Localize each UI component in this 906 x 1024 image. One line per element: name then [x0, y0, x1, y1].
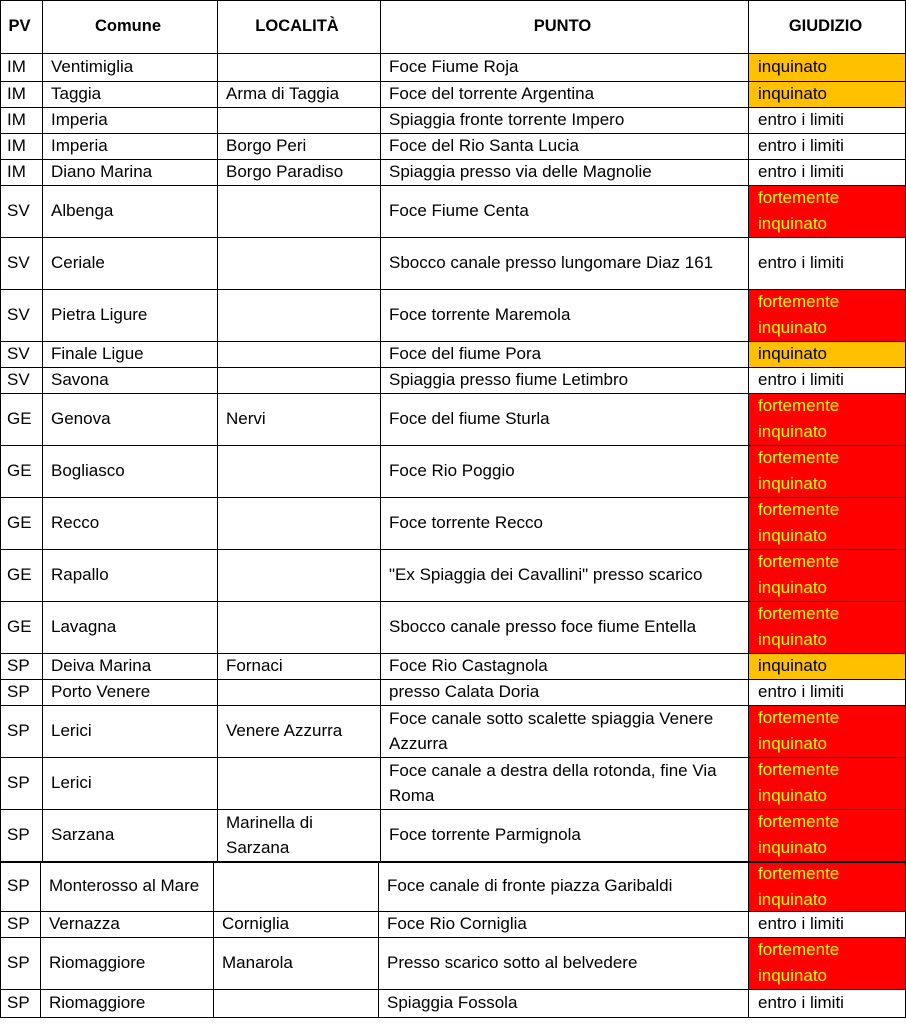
cell-localita: Corniglia	[222, 914, 290, 934]
cell-comune: Porto Venere	[51, 682, 151, 702]
cell-comune: Lerici	[51, 773, 92, 793]
cell-comune: Lavagna	[51, 617, 117, 637]
cell-giudizio: fortemente inquinato	[748, 937, 906, 989]
cell-punto: Foce del torrente Argentina	[389, 84, 595, 104]
header-comune: Comune	[95, 16, 161, 35]
cell-giudizio: fortemente inquinato	[748, 185, 906, 237]
grid-line	[0, 159, 906, 160]
cell-comune: Pietra Ligure	[51, 305, 148, 325]
cell-punto: Foce Rio Poggio	[389, 461, 515, 481]
grid-line	[0, 133, 906, 134]
cell-localita	[217, 445, 380, 497]
cell-punto: Foce del fiume Sturla	[389, 409, 550, 429]
cell-localita: Manarola	[222, 953, 293, 973]
cell-giudizio: fortemente inquinato	[748, 289, 906, 341]
cell-comune: Genova	[51, 409, 111, 429]
grid-line	[42, 0, 43, 861]
cell-pv: SP	[7, 825, 30, 845]
cell-comune: Imperia	[51, 136, 108, 156]
cell-giudizio: inquinato	[748, 81, 906, 107]
cell-punto: Foce canale a destra della rotonda, fine Via Roma	[389, 760, 717, 805]
cell-punto: Foce torrente Parmignola	[389, 825, 581, 845]
cell-localita	[213, 861, 378, 911]
cell-punto: Foce canale sotto scalette spiaggia Venere Azzurra	[389, 708, 714, 753]
cell-giudizio: fortemente inquinato	[748, 601, 906, 653]
cell-pv: SP	[7, 953, 30, 973]
cell-pv: SP	[7, 914, 30, 934]
cell-comune: Albenga	[51, 201, 114, 221]
cell-pv: IM	[7, 84, 26, 104]
grid-line	[0, 237, 906, 238]
grid-line	[380, 0, 381, 861]
cell-localita	[217, 53, 380, 81]
grid-line	[0, 1017, 906, 1018]
cell-comune: Sarzana	[51, 825, 115, 845]
cell-punto: Foce Fiume Roja	[389, 57, 519, 77]
grid-line	[0, 0, 1, 861]
cell-pv: SV	[7, 201, 30, 221]
cell-giudizio: inquinato	[748, 53, 906, 81]
cell-comune: Riomaggiore	[49, 993, 146, 1013]
cell-localita	[217, 185, 380, 237]
cell-giudizio: fortemente inquinato	[748, 809, 906, 861]
cell-comune: Taggia	[51, 84, 102, 104]
cell-giudizio: entro i limiti	[748, 107, 906, 133]
grid-line	[0, 341, 906, 342]
cell-pv: SV	[7, 305, 30, 325]
grid-line	[0, 679, 906, 680]
header-pv: PV	[8, 16, 31, 35]
header-giudizio: GIUDIZIO	[788, 16, 863, 35]
cell-punto: Foce del fiume Pora	[389, 344, 542, 364]
cell-giudizio: entro i limiti	[748, 237, 906, 289]
cell-giudizio: entro i limiti	[748, 159, 906, 185]
cell-punto: Foce Rio Castagnola	[389, 656, 548, 676]
cell-localita: Nervi	[226, 409, 266, 429]
cell-localita	[217, 497, 380, 549]
cell-comune: Ventimiglia	[51, 57, 134, 77]
cell-giudizio: fortemente inquinato	[748, 393, 906, 445]
cell-pv: IM	[7, 162, 26, 182]
grid-line	[0, 107, 906, 108]
cell-pv: GE	[7, 409, 32, 429]
grid-line	[0, 53, 906, 54]
header-punto: PUNTO	[533, 16, 592, 35]
cell-giudizio: inquinato	[748, 653, 906, 679]
cell-giudizio: entro i limiti	[748, 911, 906, 937]
grid-line	[40, 861, 41, 1017]
grid-line	[0, 601, 906, 602]
grid-line	[0, 81, 906, 82]
cell-comune: Ceriale	[51, 253, 105, 273]
cell-localita: Borgo Paradiso	[226, 162, 344, 182]
cell-pv: SV	[7, 344, 30, 364]
cell-pv: GE	[7, 565, 32, 585]
cell-pv: SP	[7, 993, 30, 1013]
cell-punto: Foce del Rio Santa Lucia	[389, 136, 579, 156]
cell-comune: Deiva Marina	[51, 656, 152, 676]
cell-pv: SP	[7, 656, 30, 676]
grid-line	[213, 861, 214, 1017]
cell-pv: IM	[7, 110, 26, 130]
grid-line	[0, 653, 906, 654]
cell-pv: SP	[7, 876, 30, 896]
grid-line	[0, 289, 906, 290]
cell-giudizio: fortemente inquinato	[748, 705, 906, 757]
cell-pv: SV	[7, 370, 30, 390]
grid-line	[0, 185, 906, 186]
cell-comune: Riomaggiore	[49, 953, 146, 973]
cell-punto: Foce Fiume Centa	[389, 201, 529, 221]
grid-line	[0, 937, 906, 938]
cell-giudizio: fortemente inquinato	[748, 549, 906, 601]
cell-punto: Foce torrente Recco	[389, 513, 544, 533]
cell-giudizio: fortemente inquinato	[748, 497, 906, 549]
cell-localita	[217, 549, 380, 601]
grid-line	[748, 861, 749, 1017]
grid-line	[0, 861, 1, 1017]
cell-comune: Savona	[51, 370, 109, 390]
grid-line	[217, 0, 218, 861]
grid-line	[0, 705, 906, 706]
grid-line	[0, 989, 906, 990]
cell-giudizio: entro i limiti	[748, 679, 906, 705]
cell-punto: Spiaggia Fossola	[387, 993, 518, 1013]
cell-comune: Recco	[51, 513, 100, 533]
cell-punto: Sbocco canale presso foce fiume Entella	[389, 617, 697, 637]
grid-line	[0, 757, 906, 758]
cell-comune: Bogliasco	[51, 461, 125, 481]
cell-giudizio: fortemente inquinato	[748, 861, 906, 911]
cell-pv: SP	[7, 682, 30, 702]
grid-line	[0, 0, 906, 1]
cell-localita	[217, 237, 380, 289]
cell-giudizio: entro i limiti	[748, 367, 906, 393]
grid-line	[0, 445, 906, 446]
cell-comune: Rapallo	[51, 565, 109, 585]
cell-giudizio: fortemente inquinato	[748, 445, 906, 497]
cell-localita	[217, 757, 380, 809]
cell-localita: Borgo Peri	[226, 136, 307, 156]
cell-comune: Lerici	[51, 721, 92, 741]
cell-localita: Marinella di Sarzana	[226, 812, 313, 857]
cell-localita	[217, 107, 380, 133]
grid-line	[0, 367, 906, 368]
cell-giudizio: entro i limiti	[748, 989, 906, 1017]
cell-punto: Spiaggia presso via delle Magnolie	[389, 162, 652, 182]
cell-giudizio: entro i limiti	[748, 133, 906, 159]
cell-punto: Presso scarico sotto al belvedere	[387, 953, 638, 973]
cell-comune: Finale Ligue	[51, 344, 144, 364]
cell-punto: "Ex Spiaggia dei Cavallini" presso scarico	[389, 565, 703, 585]
cell-punto: Foce Rio Corniglia	[387, 914, 527, 934]
cell-localita	[217, 679, 380, 705]
cell-localita: Fornaci	[226, 656, 283, 676]
cell-punto: Spiaggia presso fiume Letimbro	[389, 370, 629, 390]
cell-localita: Venere Azzurra	[226, 721, 343, 741]
cell-punto: Foce canale di fronte piazza Garibaldi	[387, 876, 673, 896]
cell-giudizio: inquinato	[748, 341, 906, 367]
cell-pv: GE	[7, 513, 32, 533]
grid-line	[0, 809, 906, 810]
cell-pv: GE	[7, 617, 32, 637]
cell-comune: Imperia	[51, 110, 108, 130]
grid-line	[0, 393, 906, 394]
cell-giudizio: fortemente inquinato	[748, 757, 906, 809]
cell-pv: GE	[7, 461, 32, 481]
cell-comune: Vernazza	[49, 914, 120, 934]
cell-pv: SP	[7, 773, 30, 793]
cell-localita	[217, 601, 380, 653]
grid-line	[748, 0, 749, 861]
grid-line	[378, 861, 379, 1017]
grid-line	[0, 911, 906, 912]
cell-localita	[213, 989, 378, 1017]
cell-pv: SP	[7, 721, 30, 741]
cell-pv: SV	[7, 253, 30, 273]
cell-localita	[217, 289, 380, 341]
cell-localita: Arma di Taggia	[226, 84, 340, 104]
grid-line	[0, 861, 906, 863]
cell-punto: Foce torrente Maremola	[389, 305, 571, 325]
cell-punto: Spiaggia fronte torrente Impero	[389, 110, 625, 130]
header-localita: LOCALITÀ	[255, 16, 339, 35]
cell-localita	[217, 367, 380, 393]
cell-pv: IM	[7, 57, 26, 77]
cell-pv: IM	[7, 136, 26, 156]
cell-comune: Monterosso al Mare	[49, 876, 200, 896]
cell-punto: presso Calata Doria	[389, 682, 540, 702]
grid-line	[0, 497, 906, 498]
cell-punto: Sbocco canale presso lungomare Diaz 161	[389, 253, 714, 273]
cell-comune: Diano Marina	[51, 162, 153, 182]
grid-line	[0, 549, 906, 550]
cell-localita	[217, 341, 380, 367]
